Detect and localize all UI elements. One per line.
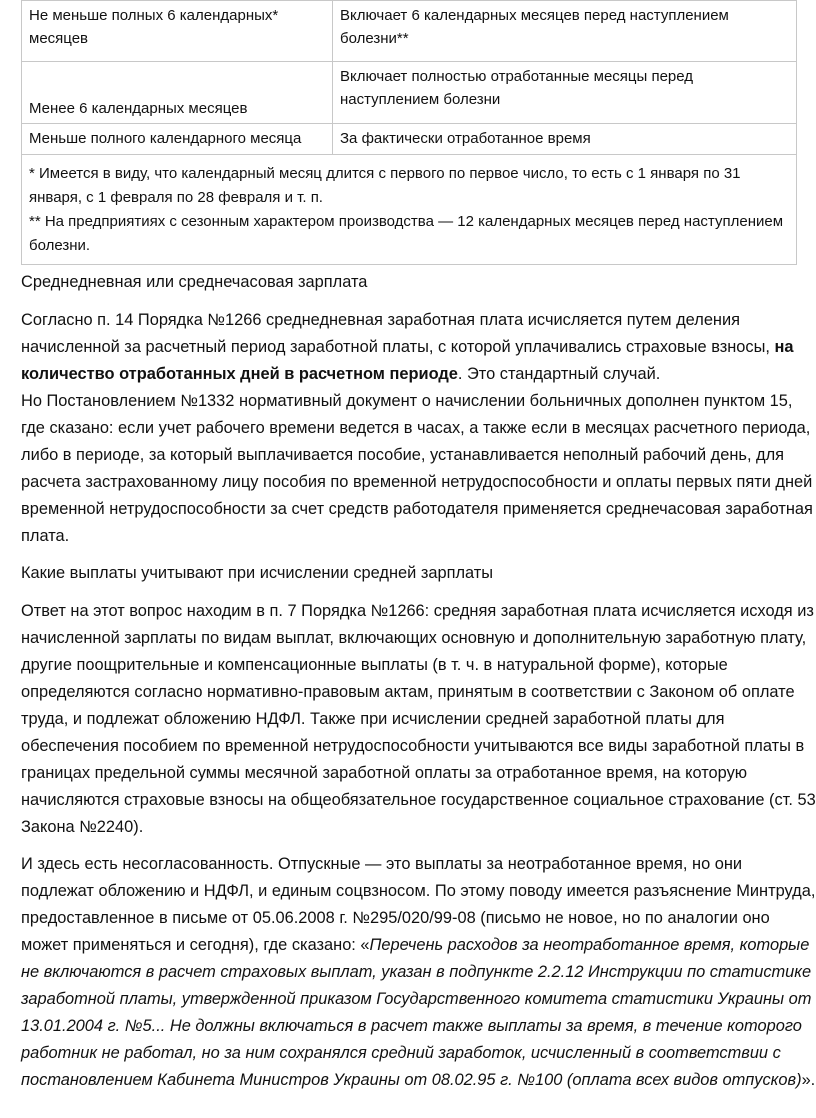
paragraph-text: ».	[801, 1071, 816, 1089]
paragraph	[21, 307, 816, 388]
italic-quote: Перечень расходов за неотработанное время, которые не включаются в расчет страховых выплат, указан в подпункте 2.2.12 Инструкции по статистике заработной платы, утвержденной приказом Государственного комитета статистики Украины от 13.01.2004 г. №5... Не должны включаться в расчет также выплаты за время, в течение которого работник не работал, но за ним сохранялся средний заработок, исчисленный в соответствии с постановлением Кабинета Министров Украины от 08.02.95 г. №100 (оплата всех видов отпусков)	[21, 936, 812, 1089]
section2-body	[21, 598, 816, 841]
table-row	[22, 124, 797, 155]
section2-body-2	[21, 851, 816, 1094]
table-cell: Не меньше полных 6 календарных* месяцев	[22, 1, 333, 62]
table-cell: Включает полностью отработанные месяцы перед наступлением болезни	[333, 62, 797, 124]
paragraph-text: . Это стандартный случай.	[457, 365, 661, 383]
table-cell: Включает 6 календарных месяцев перед наступлением болезни**	[333, 1, 797, 62]
bold-phrase: на количество отработанных дней в расчетном периоде	[21, 338, 794, 383]
footnote-1: * Имеется в виду, что календарный месяц длится с первого по первое число, то есть с 1 января по 31 января, с 1 февраля по 28 февраля и т. п.	[29, 165, 741, 206]
paragraph: Ответ на этот вопрос находим в п. 7 Порядка №1266: средняя заработная плата исчисляется исходя из начисленной зарплаты по видам выплат, включающих основную и дополнительную заработную плату, другие поощрительные и компенсационные выплаты (в т. ч. в натуральной форме), которые определяются согласно нормативно-правовым актам, принятым в соответствии с Законом об оплате труда, и подлежат обложению НДФЛ. Также при исчислении средней заработной платы для обеспечения пособием по временной нетрудоспособности учитываются все виды заработной платы в границах предельной суммы месячной заработной оплаты за отработанное время, на которую начисляются страховые взносы на общеобязательное государственное социальное страхование (ст. 53 Закона №2240).	[21, 602, 816, 836]
table-row	[22, 1, 797, 62]
footnote-2: ** На предприятиях с сезонным характером производства — 12 календарных месяцев перед наступлением болезни.	[29, 213, 784, 254]
section-heading-payments: Какие выплаты учитывают при исчислении средней зарплаты	[21, 564, 494, 582]
paragraph: Но Постановлением №1332 нормативный документ о начислении больничных дополнен пунктом 15, где сказано: если учет рабочего времени ведется в часах, а также если в месяцах расчетного периода, либо в периоде, за который выплачивается пособие, устанавливается неполный рабочий день, для расчета застрахованному лицу пособия по временной нетрудоспособности и оплаты первых пяти дней временной нетрудоспособности за счет средств работодателя применяется среднечасовая заработная плата.	[21, 392, 813, 545]
paragraph-text: Согласно п. 14 Порядка №1266 среднедневная заработная плата исчисляется путем деления начисленной за расчетный период заработной платы, с которой уплачивались страховые взносы,	[21, 311, 775, 356]
table-row	[22, 62, 797, 124]
period-table	[21, 0, 797, 265]
table-cell: Меньше полного календарного месяца	[22, 124, 333, 155]
section1-body	[21, 307, 816, 550]
table-cell: За фактически отработанное время	[333, 124, 797, 155]
table-notes-cell	[22, 155, 797, 265]
table-notes-row	[22, 155, 797, 265]
paragraph	[21, 851, 816, 1094]
table-cell: Менее 6 календарных месяцев	[22, 62, 333, 124]
paragraph-text: И здесь есть несогласованность. Отпускные — это выплаты за неотработанное время, но они подлежат обложению и НДФЛ, и единым соцвзносом. По этому поводу имеется разъяснение Минтруда, предоставленное в письме от 05.06.2008 г. №295/020/99-08 (письмо не новое, но по аналогии оно может применяться и сегодня), где сказано: «	[21, 855, 816, 954]
section-heading-average-daily: Среднедневная или среднечасовая зарплата	[21, 273, 368, 291]
